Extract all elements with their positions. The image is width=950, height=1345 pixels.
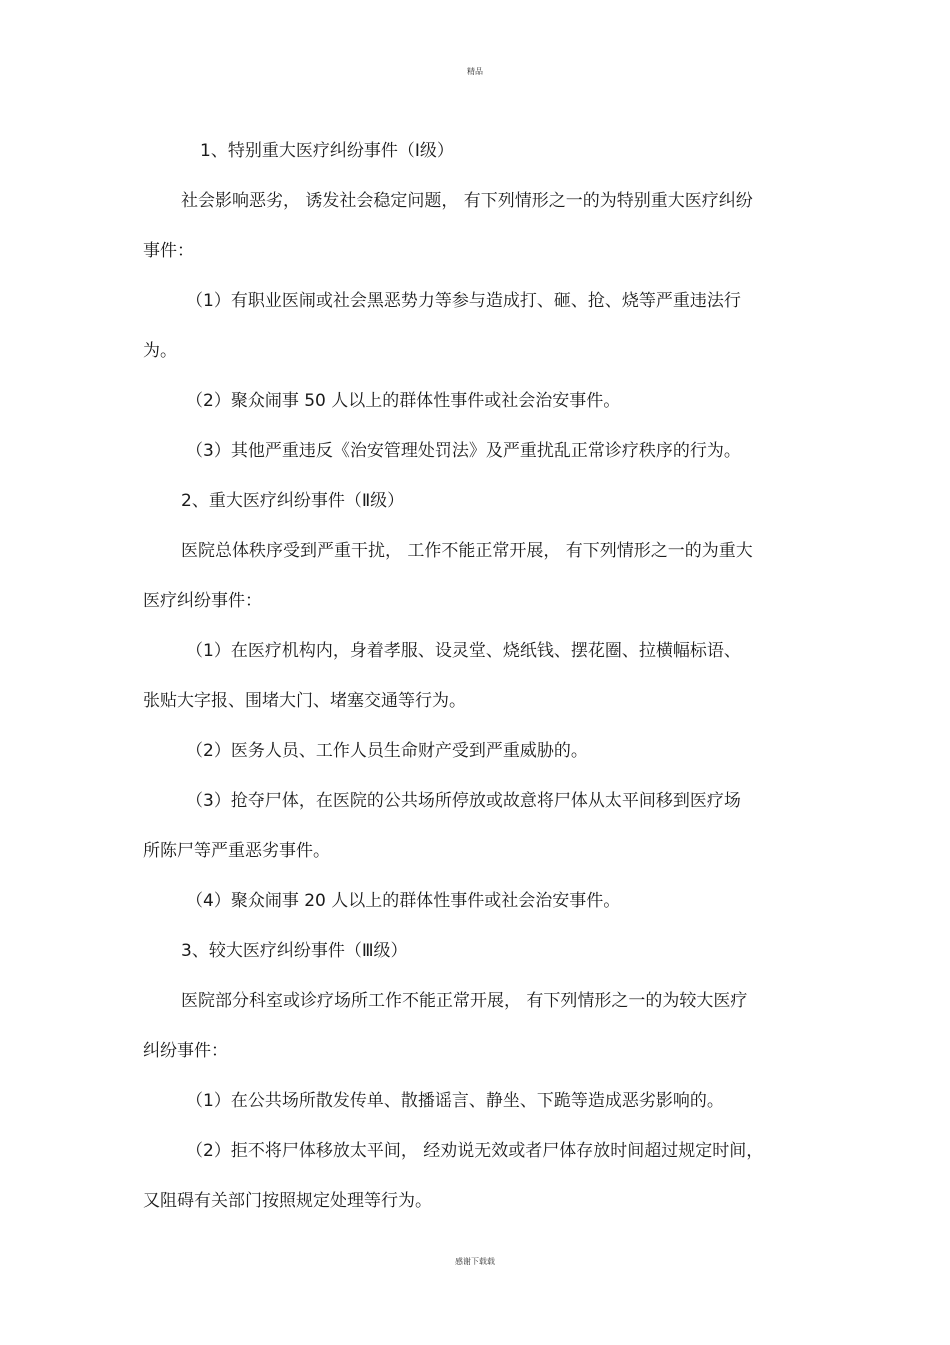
list-item: （4）聚众闹事 20 人以上的群体性事件或社会治安事件。 [186,891,621,911]
heading-level-2: 2、重大医疗纠纷事件（Ⅱ级） [181,491,405,511]
list-item: （2）聚众闹事 50 人以上的群体性事件或社会治安事件。 [186,391,621,411]
document-body [143,126,803,1226]
heading-level-1: 1、特别重大医疗纠纷事件（Ⅰ级） [200,141,454,161]
page-header: 精品 [467,67,483,76]
paragraph-continuation: 事件： [143,241,194,261]
page-footer: 感谢下载载 [455,1257,495,1266]
paragraph: 医院总体秩序受到严重干扰， 工作不能正常开展， 有下列情形之一的为重大 [181,541,753,561]
list-item: （2）医务人员、工作人员生命财产受到严重威胁的。 [186,741,588,761]
list-item-continuation: 张贴大字报、围堵大门、堵塞交通等行为。 [143,691,466,711]
list-item: （1）在医疗机构内，身着孝服、设灵堂、烧纸钱、摆花圈、拉横幅标语、 [186,641,741,661]
list-item: （3）抢夺尸体，在医院的公共场所停放或故意将尸体从太平间移到医疗场 [186,791,741,811]
list-item: （3）其他严重违反《治安管理处罚法》及严重扰乱正常诊疗秩序的行为。 [186,441,741,461]
list-item: （1）在公共场所散发传单、散播谣言、静坐、下跪等造成恶劣影响的。 [186,1091,724,1111]
paragraph-continuation: 医疗纠纷事件： [143,591,262,611]
paragraph-continuation: 纠纷事件： [143,1041,228,1061]
paragraph: 医院部分科室或诊疗场所工作不能正常开展， 有下列情形之一的为较大医疗 [181,991,748,1011]
list-item-continuation: 为。 [143,341,177,361]
list-item: （2）拒不将尸体移放太平间， 经劝说无效或者尸体存放时间超过规定时间， [186,1141,764,1161]
heading-level-3: 3、较大医疗纠纷事件（Ⅲ级） [181,941,408,961]
list-item-continuation: 又阻碍有关部门按照规定处理等行为。 [143,1191,432,1211]
paragraph: 社会影响恶劣， 诱发社会稳定问题， 有下列情形之一的为特别重大医疗纠纷 [181,191,753,211]
list-item-continuation: 所陈尸等严重恶劣事件。 [143,841,330,861]
list-item: （1）有职业医闹或社会黑恶势力等参与造成打、砸、抢、烧等严重违法行 [186,291,741,311]
